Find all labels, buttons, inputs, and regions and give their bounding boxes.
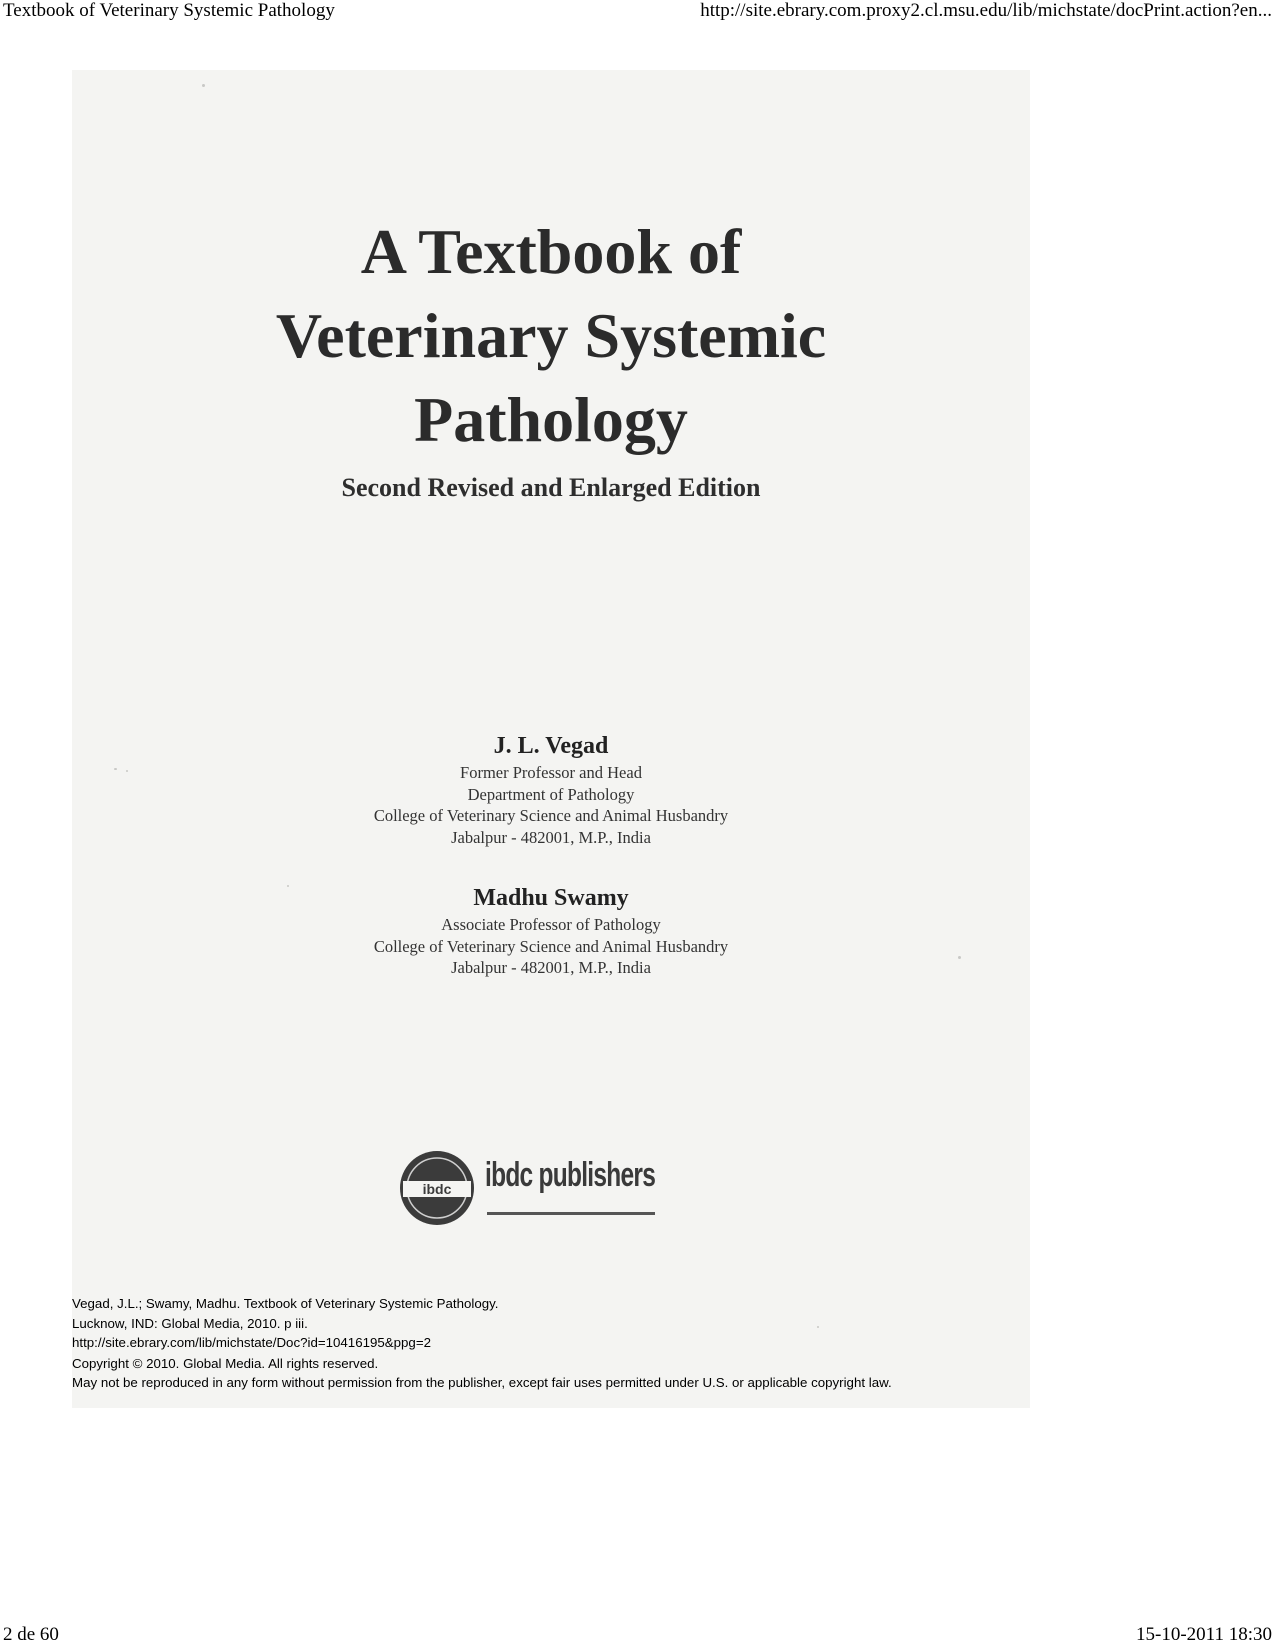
author-block-1 [72,730,1030,848]
print-header-url: http://site.ebrary.com.proxy2.cl.msu.edu/lib/michstate/docPrint.action?en... [700,0,1272,21]
publisher-logo-text: ibdc publishers [485,1156,656,1194]
publisher-logo-underline [487,1212,655,1215]
publisher-seal-text: ibdc [422,1181,452,1197]
edition-subtitle: Second Revised and Enlarged Edition [341,473,761,502]
scan-speck [202,84,205,87]
print-footer [0,1624,1275,1650]
author-affiliation-line: Jabalpur - 482001, M.P., India [451,958,651,977]
book-title [72,210,1030,462]
citation-url: http://site.ebrary.com/lib/michstate/Doc?id=10416195&ppg=2 [72,1335,431,1350]
publisher-logo [397,1142,667,1230]
book-title-line-3: Pathology [414,384,688,455]
page-count: 2 de 60 [3,1624,59,1645]
print-timestamp: 15-10-2011 18:30 [1136,1624,1272,1645]
author-affiliation-line: Department of Pathology [467,784,635,804]
print-header-title: Textbook of Veterinary Systemic Pathology [3,0,335,21]
book-title-line-1: A Textbook of [360,216,742,287]
author-affiliation-line: Jabalpur - 482001, M.P., India [451,827,651,847]
author-affiliation-line: College of Veterinary Science and Animal Husbandry [373,936,729,956]
print-header [0,0,1275,26]
reproduction-notice: May not be reproduced in any form without permission from the publisher, except fair uses permitted under U.S. or applicable copyright law. [72,1375,892,1390]
author-name: J. L. Vegad [493,733,609,759]
citation-line: Lucknow, IND: Global Media, 2010. p iii. [72,1315,308,1331]
copyright-line: Copyright © 2010. Global Media. All rights reserved. [72,1355,379,1371]
publisher-seal-icon [397,1148,477,1228]
author-block-2 [72,882,1030,979]
author-affiliation-line: Former Professor and Head [460,763,642,782]
author-name: Madhu Swamy [473,885,629,911]
citation-line: Vegad, J.L.; Swamy, Madhu. Textbook of Veterinary Systemic Pathology. [72,1296,499,1311]
author-affiliation-line: Associate Professor of Pathology [441,915,661,934]
book-title-line-2: Veterinary Systemic [275,300,827,371]
author-affiliation-line: College of Veterinary Science and Animal Husbandry [373,806,729,825]
citation-block [72,1294,892,1393]
